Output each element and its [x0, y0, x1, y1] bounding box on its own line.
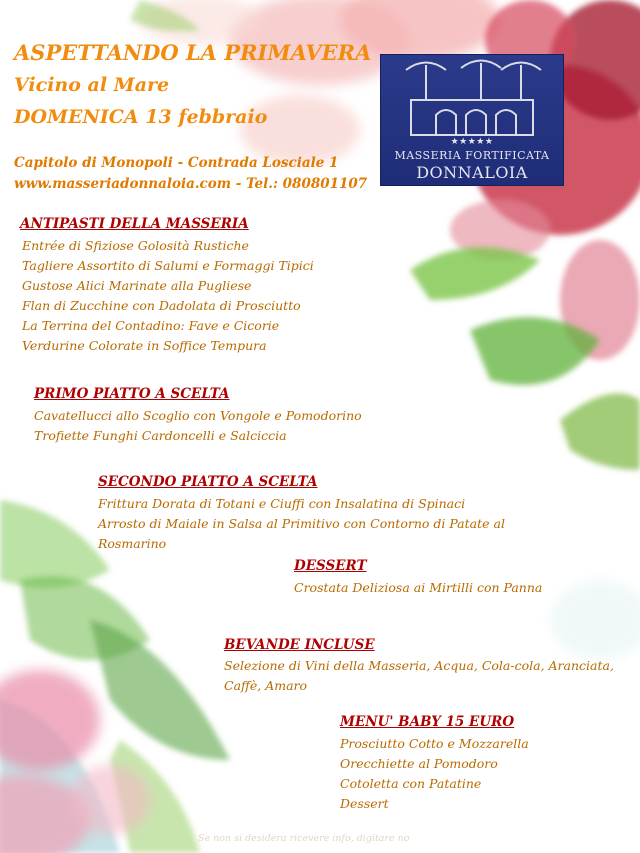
- list-item: Trofiette Funghi Cardoncelli e Salciccia: [34, 428, 287, 443]
- event-title: ASPETTANDO LA PRIMAVERA: [14, 40, 372, 65]
- section-title-antipasti: ANTIPASTI DELLA MASSERIA: [20, 216, 249, 232]
- list-item: Caffè, Amaro: [224, 678, 308, 693]
- list-item: Gustose Alici Marinate alla Pugliese: [22, 278, 252, 293]
- event-date: DOMENICA 13 febbraio: [14, 106, 268, 128]
- list-item: Entrée di Sfiziose Golosità Rustiche: [22, 238, 249, 253]
- unsubscribe-note: Se non si desidera ricevere info, digitare no: [198, 833, 410, 844]
- list-item: Rosmarino: [98, 536, 167, 551]
- logo-line2: DONNALOIA: [416, 163, 528, 182]
- list-item: Crostata Deliziosa ai Mirtilli con Panna: [294, 580, 543, 595]
- list-item: Cotoletta con Patatine: [340, 776, 482, 791]
- website-phone[interactable]: www.masseriadonnaloia.com - Tel.: 080801107: [14, 176, 368, 192]
- list-item: Flan di Zucchine con Dadolata di Prosciutto: [22, 298, 301, 313]
- list-item: Tagliere Assortito di Salumi e Formaggi Tipici: [22, 258, 314, 273]
- list-item: Cavatellucci allo Scoglio con Vongole e Pomodorino: [34, 408, 362, 423]
- event-subtitle: Vicino al Mare: [14, 74, 170, 96]
- list-item: La Terrina del Contadino: Fave e Cicorie: [22, 318, 280, 333]
- list-item: Selezione di Vini della Masseria, Acqua, Cola-cola, Aranciata,: [224, 658, 614, 673]
- logo-line1: MASSERIA FORTIFICATA: [394, 149, 550, 162]
- section-title-baby: MENU' BABY 15 EURO: [340, 714, 515, 730]
- section-title-primo: PRIMO PIATTO A SCELTA: [34, 386, 230, 402]
- section-title-secondo: SECONDO PIATTO A SCELTA: [98, 474, 318, 490]
- masseria-logo: [380, 54, 564, 186]
- section-title-bevande: BEVANDE INCLUSE: [224, 637, 375, 653]
- list-item: Orecchiette al Pomodoro: [340, 756, 498, 771]
- list-item: Verdurine Colorate in Soffice Tempura: [22, 338, 267, 353]
- list-item: Prosciutto Cotto e Mozzarella: [340, 736, 529, 751]
- list-item: Arrosto di Maiale in Salsa al Primitivo con Contorno di Patate al: [98, 516, 505, 531]
- section-title-dessert: DESSERT: [294, 558, 367, 574]
- logo-stars: ★★★★★: [450, 137, 494, 147]
- palm-building-icon: [381, 55, 563, 145]
- list-item: Frittura Dorata di Totani e Ciuffi con Insalatina di Spinaci: [98, 496, 466, 511]
- address: Capitolo di Monopoli - Contrada Losciale 1: [14, 155, 339, 171]
- list-item: Dessert: [340, 796, 389, 811]
